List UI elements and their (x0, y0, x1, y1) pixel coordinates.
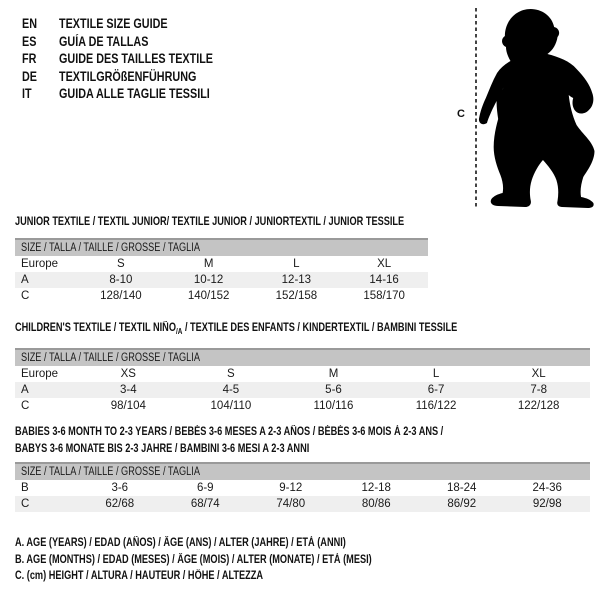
language-code: IT (22, 86, 32, 102)
size-cell: 24-36 (532, 482, 562, 494)
size-cell: 158/170 (363, 290, 405, 302)
row-label: Europe (21, 368, 59, 380)
language-code: DE (22, 68, 38, 84)
table-row-height (15, 496, 590, 512)
table-row-age (15, 382, 590, 398)
language-title: GUIDE DES TAILLES TEXTILE (59, 51, 214, 67)
size-header-bar (15, 464, 590, 480)
size-cell: 80/86 (361, 498, 391, 510)
size-cell: M (328, 368, 339, 380)
language-title: TEXTILGRÖßENFÜHRUNG (59, 68, 197, 84)
size-cell: L (293, 258, 300, 270)
size-cell: 3-4 (119, 384, 137, 396)
language-code: FR (22, 51, 37, 67)
size-header-label: SIZE / TALLA / TAILLE / GRÖSSE / TAGLIA (21, 352, 200, 364)
table-row-age-months (15, 480, 590, 496)
size-cell: 128/140 (100, 290, 142, 302)
gender-subscript: /A (175, 326, 183, 336)
language-title: TEXTILE SIZE GUIDE (59, 16, 168, 32)
table-row-height (15, 288, 428, 304)
size-cell: 68/74 (190, 498, 220, 510)
size-cell: 12-18 (361, 482, 391, 494)
junior-size-table (15, 238, 428, 304)
size-cell: 122/128 (517, 400, 560, 412)
legend-line-a: A. AGE (YEARS) / EDAD (AÑOS) / ÂGE (ANS) / ALTER (JAHRE) / ETÀ (ANNI) (15, 537, 346, 549)
language-title: GUIDA ALLE TAGLIE TESSILI (59, 86, 210, 102)
size-cell: 86/92 (447, 498, 477, 510)
size-cell: 98/104 (110, 400, 146, 412)
row-label: Europe (21, 258, 59, 270)
table-row-europe (15, 366, 590, 382)
size-cell: 9-12 (279, 482, 303, 494)
size-header-label: SIZE / TALLA / TAILLE / GRÖSSE / TAGLIA (21, 242, 200, 254)
size-cell: 6-9 (196, 482, 214, 494)
table-row-age (15, 272, 428, 288)
size-cell: 10-12 (193, 274, 224, 286)
size-cell: S (117, 258, 125, 270)
language-item-en (22, 15, 252, 33)
table-row-europe (15, 256, 428, 272)
size-cell: 8-10 (109, 274, 133, 286)
size-cell: 116/122 (415, 400, 457, 412)
legend-line-c: C. (cm) HEIGHT / ALTURA / HAUTEUR / HÖHE / ALTEZZA (15, 570, 264, 582)
junior-section-title: JUNIOR TEXTILE / TEXTIL JUNIOR/ TEXTILE JUNIOR / JUNIORTEXTIL / JUNIOR TESSILE (15, 216, 405, 228)
row-label: A (21, 274, 29, 286)
size-cell: 7-8 (530, 384, 547, 396)
size-cell: XS (120, 368, 136, 380)
size-header-bar (15, 350, 590, 366)
language-item-fr (22, 50, 252, 68)
language-item-de (22, 68, 252, 86)
language-list (22, 15, 252, 103)
size-header-label: SIZE / TALLA / TAILLE / GRÖSSE / TAGLIA (21, 466, 200, 478)
children-size-table (15, 348, 590, 414)
size-cell: 6-7 (427, 384, 445, 396)
row-label: C (21, 498, 30, 510)
size-cell: 74/80 (276, 498, 306, 510)
size-cell: S (227, 368, 235, 380)
legend-line-b: B. AGE (MONTHS) / EDAD (MESES) / ÂGE (MOIS) / ALTER (MONATE) / ETÀ (MESI) (15, 553, 372, 566)
language-item-it (22, 85, 252, 103)
size-cell: 3-6 (111, 482, 129, 494)
babies-size-table (15, 462, 590, 512)
size-cell: 4-5 (222, 384, 240, 396)
size-cell: 62/68 (105, 498, 135, 510)
babies-section-title: BABIES 3-6 MONTH TO 2-3 YEARS / BEBÉS 3-6 MESES A 2-3 AÑOS / BÉBÉS 3-6 MOIS À 2-3 ANS / BABYS 3-6 MONATE BIS 2-3 JAHRE / BAMBINI 3-6 MESI A 2-3 ANNI (15, 426, 444, 455)
language-item-es (22, 33, 252, 51)
children-section-title: CHILDREN'S TEXTILE / TEXTIL $NIÑO_{/A}$ / TEXTILE DES ENFANTS / KINDERTEXTIL / BAMBINI TESSILE (15, 322, 458, 336)
row-label: A (21, 384, 29, 396)
baby-silhouette (479, 9, 595, 208)
row-label: C (21, 400, 30, 412)
legend (15, 535, 461, 585)
table-row-height (15, 398, 590, 414)
size-cell: 5-6 (325, 384, 342, 396)
language-code: ES (22, 33, 37, 49)
size-cell: XL (377, 258, 392, 270)
size-cell: 14-16 (369, 274, 399, 286)
size-cell: L (432, 368, 440, 380)
baby-figure (450, 5, 600, 210)
height-measure-label: C (457, 108, 465, 120)
size-header-bar (15, 240, 428, 256)
language-code: EN (22, 16, 38, 32)
size-cell: 104/110 (210, 400, 252, 412)
size-cell: 152/158 (275, 290, 318, 302)
size-cell: M (203, 258, 214, 270)
size-cell: 12-13 (281, 274, 312, 286)
size-cell: 92/98 (532, 498, 562, 510)
language-title: GUÍA DE TALLAS (59, 33, 149, 49)
size-cell: XL (531, 368, 546, 380)
size-cell: 110/116 (313, 400, 354, 412)
size-cell: 18-24 (447, 482, 477, 494)
row-label: B (21, 482, 29, 494)
size-cell: 140/152 (187, 290, 230, 302)
row-label: C (21, 290, 30, 302)
